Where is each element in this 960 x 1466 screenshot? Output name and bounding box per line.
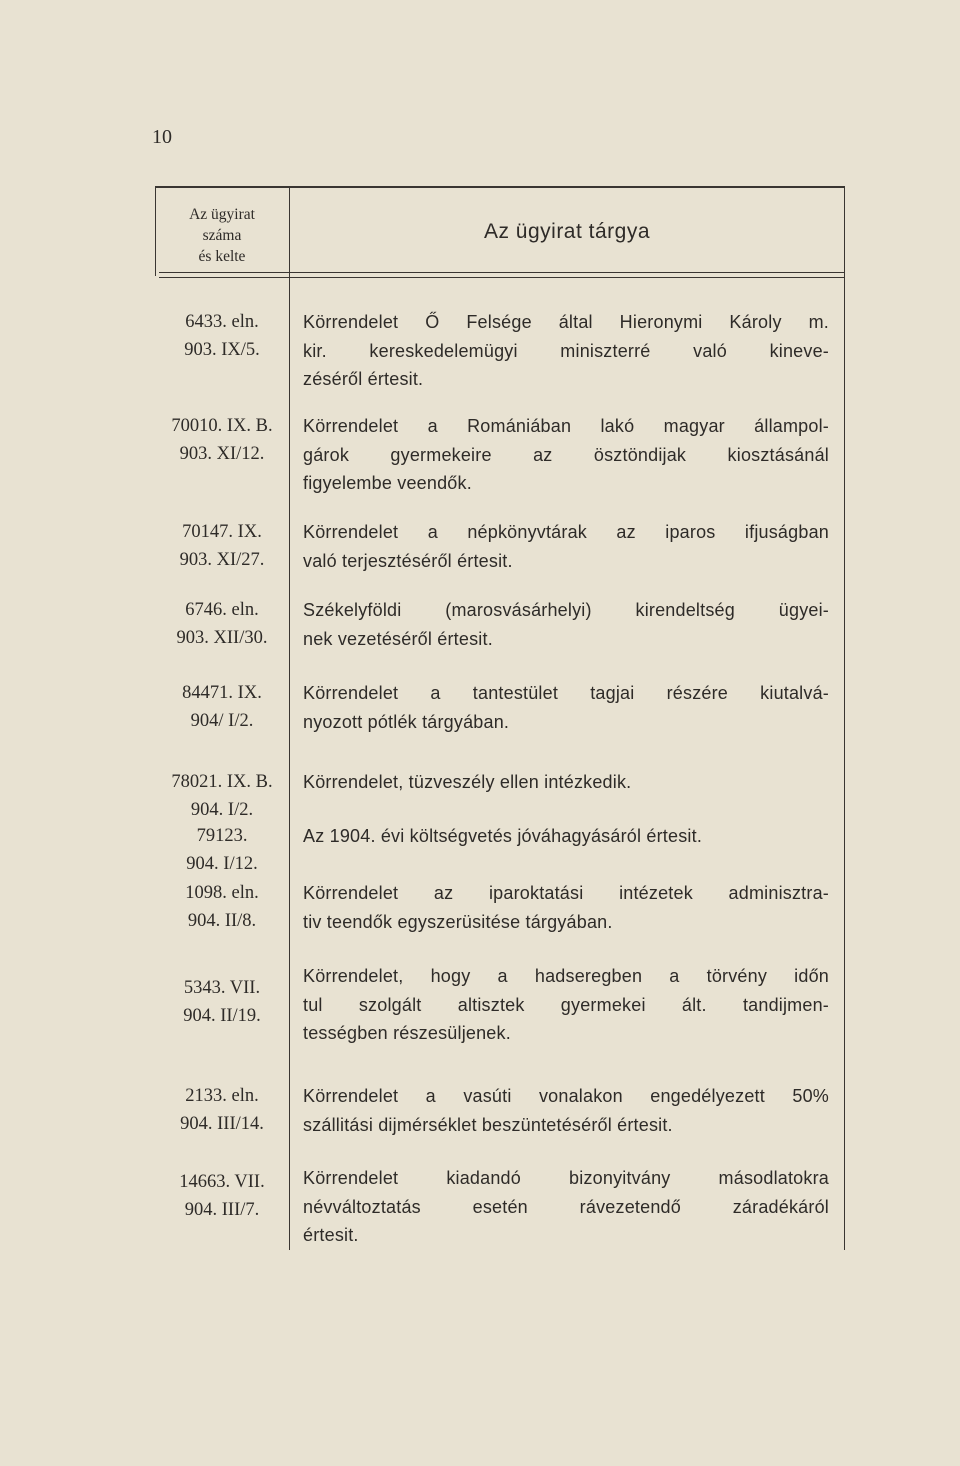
record-number-line: 904. I/12. (186, 854, 258, 874)
record-number-line: 70147. IX. (182, 522, 262, 542)
record-number-line: 903. XII/30. (176, 628, 268, 648)
record-table (155, 186, 845, 1250)
record-subject-line: Körrendelet a népkönyvtárak az iparos ifjuságban (303, 522, 829, 542)
record-number-date (155, 822, 289, 878)
record-subject-line: Körrendelet a tantestület tagjai részére kiutalvá- (303, 683, 829, 703)
record-subject-line: értesit. (303, 1225, 359, 1245)
record-subject-line: Székelyföldi (marosvásárhelyi) kirendeltség ügyei- (303, 600, 829, 620)
record-subject (303, 412, 829, 498)
record-number-date (155, 1168, 289, 1224)
record-subject-line: tességben részesüljenek. (303, 1023, 511, 1043)
record-number-line: 903. XI/12. (179, 444, 265, 464)
header-number-line: és kelte (198, 248, 246, 265)
table-right-rule (844, 186, 845, 1250)
record-subject-line: való terjesztéséről értesit. (303, 550, 513, 571)
record-number-line: 5343. VII. (183, 978, 261, 998)
record-subject (303, 518, 829, 575)
record-number-line: 78021. IX. B. (171, 772, 273, 792)
record-subject (303, 308, 829, 394)
record-subject (303, 768, 829, 797)
record-subject-line: tiv teendők egyszerüsitése tárgyában. (303, 911, 613, 932)
record-subject (303, 822, 829, 851)
record-subject-line: kir. kereskedelemügyi miniszterré való kineve- (303, 340, 829, 361)
record-number-line: 904. II/8. (187, 911, 257, 931)
record-number-line: 904. I/2. (190, 800, 254, 820)
record-subject-line: névváltoztatás esetén rávezetendő záradékáról (303, 1196, 829, 1217)
record-subject (303, 962, 829, 1048)
record-number-line: 6433. eln. (185, 312, 259, 332)
record-number-line: 904. III/14. (180, 1114, 264, 1134)
record-number-date (155, 596, 289, 652)
record-number-line: 2133. eln. (185, 1086, 259, 1106)
record-number-line: 1098. eln. (185, 883, 259, 903)
record-subject-line: Körrendelet a vasúti vonalakon engedélyezett 50% (303, 1086, 829, 1106)
header-number-date (155, 204, 289, 267)
record-number-date (155, 879, 289, 935)
header-subject: Az ügyirat tárgya (483, 220, 651, 243)
record-number-date (155, 974, 289, 1030)
record-number-date (155, 679, 289, 735)
header-number-line: száma (202, 227, 242, 244)
record-number-line: 6746. eln. (185, 600, 259, 620)
record-number-date (155, 308, 289, 364)
record-subject-line: Körrendelet a Romániában lakó magyar állampol- (303, 416, 829, 436)
record-subject-line: nek vezetéséről értesit. (303, 628, 493, 649)
record-number-line: 903. XI/27. (179, 550, 265, 570)
record-number-line: 84471. IX. (182, 683, 262, 703)
record-subject-line: Körrendelet az iparoktatási intézetek adminisztra- (303, 883, 829, 903)
record-number-date (155, 518, 289, 574)
record-number-date (155, 412, 289, 468)
record-subject-line: tul szolgált altisztek gyermekei ált. tandijmen- (303, 994, 829, 1015)
record-number-line: 903. IX/5. (184, 340, 260, 360)
record-subject (303, 596, 829, 653)
record-subject-line: gárok gyermekeire az ösztöndijak kiosztásánál (303, 444, 829, 465)
record-number-line: 904. II/19. (183, 1006, 261, 1026)
record-subject-line: szállitási dijmérséklet beszüntetéséről értesit. (303, 1114, 673, 1135)
record-subject-line: Körrendelet, tüzveszély ellen intézkedik. (303, 772, 632, 792)
record-number-line: 70010. IX. B. (171, 416, 273, 436)
record-number-line: 904. III/7. (184, 1200, 260, 1220)
record-subject-line: Az 1904. évi költségvetés jóváhagyásáról értesit. (303, 826, 703, 846)
record-subject-line: figyelembe veendők. (303, 473, 472, 493)
header-number-line: Az ügyirat (189, 206, 255, 223)
record-subject-line: Körrendelet, hogy a hadseregben a törvény időn (303, 966, 829, 986)
record-subject (303, 1082, 829, 1139)
record-number-date (155, 768, 289, 824)
header-double-rule (159, 272, 845, 278)
record-subject-line: nyozott pótlék tárgyában. (303, 711, 510, 732)
record-number-line: 79123. (196, 826, 248, 846)
record-number-line: 14663. VII. (179, 1172, 265, 1192)
page-number: 10 (152, 126, 172, 148)
record-number-date (155, 1082, 289, 1138)
record-subject-line: zéséről értesit. (303, 369, 424, 389)
table-top-rule (155, 186, 845, 188)
record-number-line: 904/ I/2. (190, 711, 254, 731)
record-subject-line: Körrendelet Ő Felsége által Hieronymi Károly m. (303, 312, 829, 332)
column-divider (289, 186, 290, 1250)
record-subject (303, 1164, 829, 1250)
record-subject (303, 879, 829, 936)
record-subject (303, 679, 829, 736)
record-subject-line: Körrendelet kiadandó bizonyitvány másodlatokra (303, 1168, 829, 1188)
